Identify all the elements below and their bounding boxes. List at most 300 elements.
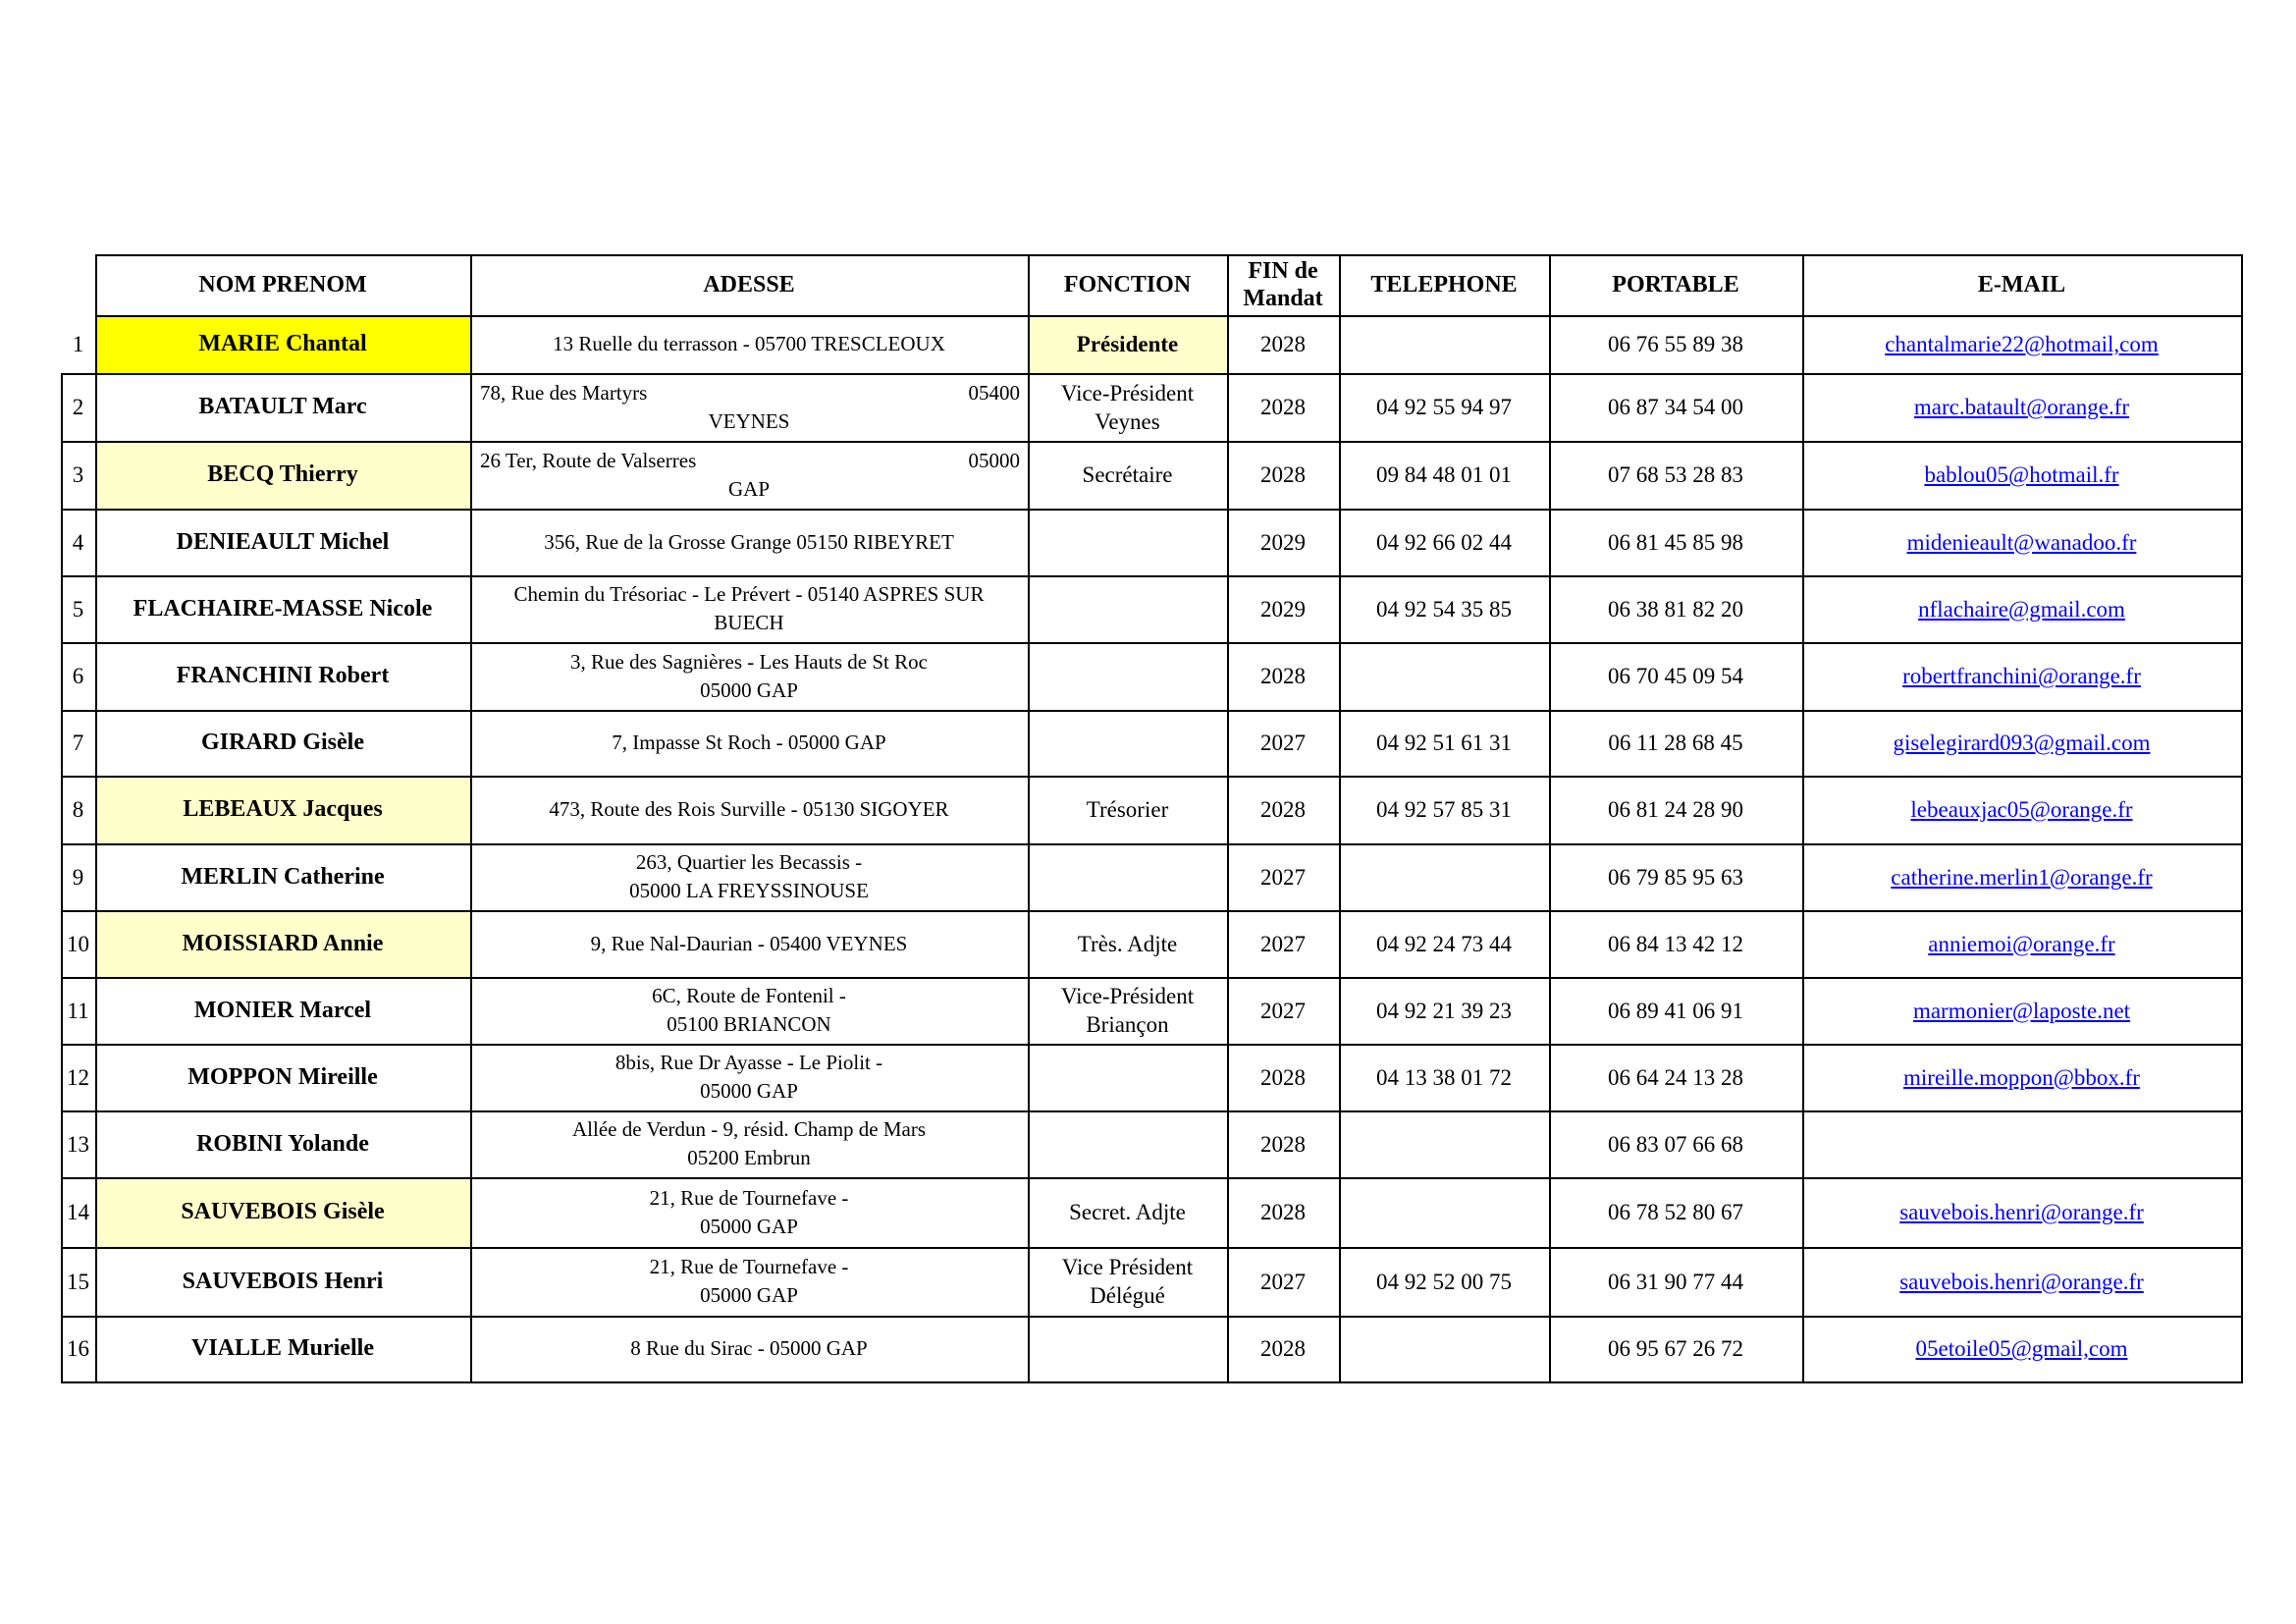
address-line-1-text: 9, Rue Nal-Daurian - 05400 VEYNES: [590, 931, 908, 955]
function-line-1: [1087, 795, 1168, 824]
member-function: [1028, 1316, 1227, 1381]
telephone-text: 04 92 54 35 85: [1376, 596, 1512, 622]
telephone-text: 04 92 66 02 44: [1376, 529, 1512, 555]
address-lines: [630, 1334, 867, 1363]
member-name: [95, 1177, 470, 1247]
address-line-2-text: 05000 LA FREYSSINOUSE: [629, 879, 869, 902]
member-function: [1028, 441, 1227, 509]
address-line-2-text: 05000 GAP: [700, 1214, 798, 1238]
email: [1802, 910, 2241, 977]
header-label: E-MAIL: [1977, 272, 2066, 298]
row-border: [61, 1177, 2243, 1179]
mobile: [1549, 1044, 1802, 1110]
address-street: 26 Ter, Route de Valserres: [480, 448, 697, 472]
function-line-1: [1077, 330, 1178, 358]
header-name: [95, 254, 470, 315]
function-lines: [1069, 1198, 1186, 1226]
member-name: [95, 776, 470, 843]
member-name: [95, 509, 470, 575]
end-of-term: [1227, 910, 1339, 977]
address-lines: [549, 795, 948, 824]
function-lines: [1061, 379, 1194, 436]
row-number: [61, 575, 95, 642]
row-number: [61, 977, 95, 1044]
member-function: [1028, 1177, 1227, 1247]
email-link[interactable]: sauvebois.henri@orange.fr: [1899, 1269, 2144, 1294]
member-address: [470, 373, 1028, 441]
address-line-1-text: 3, Rue des Sagnières - Les Hauts de St Roc: [570, 649, 928, 674]
header-function: [1028, 254, 1227, 315]
email-link[interactable]: chantalmarie22@hotmail,com: [1885, 332, 2159, 356]
function-lines: [1078, 930, 1177, 958]
mobile-text: 06 76 55 89 38: [1608, 332, 1743, 356]
column-border: [95, 254, 97, 1383]
row-number-text: 8: [72, 797, 84, 822]
address-line-1: [549, 795, 948, 824]
address-line-2: [629, 877, 869, 905]
function-line-1-text: Présidente: [1076, 332, 1179, 356]
function-line-2-text: Briançon: [1086, 1012, 1169, 1037]
row-border: [61, 373, 2243, 375]
row-border: [61, 642, 2243, 644]
function-line-2-text: Délégué: [1090, 1283, 1165, 1308]
row-number-text: 2: [72, 395, 84, 419]
member-function: [1028, 776, 1227, 843]
email: [1802, 575, 2241, 642]
row-number: [61, 1044, 95, 1110]
function-line-1-text: Trésorier: [1086, 797, 1169, 822]
member-name-text: FLACHAIRE-MASSE Nicole: [133, 595, 433, 622]
telephone: [1339, 575, 1549, 642]
email-link[interactable]: bablou05@hotmail.fr: [1924, 462, 2119, 487]
row-number: [61, 1177, 95, 1247]
member-function: [1028, 575, 1227, 642]
address-line-2-text: 05200 Embrun: [687, 1146, 811, 1169]
end-of-term-text: 2028: [1260, 395, 1306, 419]
member-function: [1028, 373, 1227, 441]
member-address: [470, 1247, 1028, 1316]
row-number: [61, 315, 95, 373]
member-name-text: LEBEAUX Jacques: [183, 796, 383, 822]
header-label: PORTABLE: [1612, 272, 1739, 298]
mobile: [1549, 843, 1802, 910]
email: [1802, 509, 2241, 575]
address-line-1-text: 473, Route des Rois Surville - 05130 SIGOYER: [549, 797, 949, 821]
address-street: 78, Rue des Martyrs: [480, 380, 648, 405]
telephone: [1339, 373, 1549, 441]
address-line-1: [474, 379, 1024, 407]
header-label: NOM PRENOM: [198, 272, 367, 298]
end-of-term: [1227, 441, 1339, 509]
row-number: [61, 373, 95, 441]
function-line-2: [1062, 1281, 1193, 1310]
email-link[interactable]: catherine.merlin1@orange.fr: [1891, 864, 2153, 890]
member-name: [95, 1316, 470, 1381]
address-line-1-text: 8 Rue du Sirac - 05000 GAP: [630, 1336, 868, 1360]
email-link[interactable]: sauvebois.henri@orange.fr: [1899, 1200, 2144, 1224]
mobile-text: 06 84 13 42 12: [1608, 931, 1743, 956]
end-of-term: [1227, 843, 1339, 910]
address-lines: [612, 729, 885, 757]
function-line-2: [1061, 407, 1194, 436]
mobile-text: 06 81 45 85 98: [1608, 529, 1743, 555]
member-name: [95, 910, 470, 977]
end-of-term-text: 2028: [1260, 332, 1306, 356]
row-border: [61, 910, 2243, 912]
address-line-1: [553, 330, 945, 358]
header-label: FONCTION: [1063, 272, 1192, 298]
row-number: [61, 441, 95, 509]
function-lines: [1077, 330, 1178, 358]
email-link[interactable]: midenieault@wanadoo.fr: [1906, 529, 2137, 555]
address-lines: [650, 1184, 849, 1241]
address-line-1: [570, 648, 928, 677]
address-line-2-text: 05000 GAP: [700, 1079, 798, 1103]
column-border: [1227, 254, 1229, 1383]
row-border: [61, 1110, 2243, 1112]
mobile: [1549, 642, 1802, 710]
mobile: [1549, 1247, 1802, 1316]
member-name-text: ROBINI Yolande: [196, 1130, 369, 1157]
end-of-term-text: 2029: [1260, 529, 1306, 555]
row-number-text: 5: [72, 596, 84, 622]
end-of-term-text: 2027: [1260, 998, 1306, 1023]
address-line-1: [630, 1334, 867, 1363]
mobile-text: 06 31 90 77 44: [1608, 1269, 1743, 1294]
member-name: [95, 315, 470, 373]
email-link[interactable]: robertfranchini@orange.fr: [1902, 664, 2141, 688]
email-link[interactable]: nflachaire@gmail.com: [1918, 596, 2125, 622]
email: [1802, 1177, 2241, 1247]
function-lines: [1087, 795, 1168, 824]
member-name-text: FRANCHINI Robert: [176, 663, 390, 688]
row-number: [61, 1247, 95, 1316]
member-address: [470, 1177, 1028, 1247]
mobile-text: 06 70 45 09 54: [1608, 664, 1743, 688]
function-line-1: [1069, 1198, 1186, 1226]
telephone: [1339, 977, 1549, 1044]
member-name-text: SAUVEBOIS Henri: [182, 1268, 384, 1294]
address-line-2: [650, 1213, 849, 1241]
row-number-text: 12: [67, 1064, 89, 1090]
address-line-2-text: 05000 GAP: [700, 677, 798, 702]
function-line-1: [1078, 930, 1177, 958]
end-of-term-text: 2028: [1260, 1336, 1306, 1361]
address-lines: [572, 1115, 926, 1172]
column-border: [61, 373, 63, 1383]
member-function: [1028, 910, 1227, 977]
header-end-of-term: [1227, 254, 1339, 315]
member-address: [470, 710, 1028, 776]
member-address: [470, 910, 1028, 977]
mobile: [1549, 575, 1802, 642]
end-of-term: [1227, 1044, 1339, 1110]
row-border: [61, 509, 2243, 511]
email-link[interactable]: marmonier@laposte.net: [1912, 998, 2131, 1023]
address-line-2-text: BUECH: [714, 611, 784, 634]
row-number: [61, 1316, 95, 1381]
mobile-text: 07 68 53 28 83: [1608, 462, 1743, 487]
member-address: [470, 509, 1028, 575]
member-address: [470, 441, 1028, 509]
function-line-1-text: Secret. Adjte: [1069, 1200, 1186, 1224]
email: [1802, 315, 2241, 373]
email: [1802, 977, 2241, 1044]
member-name-text: GIRARD Gisèle: [201, 730, 364, 755]
telephone-text: 04 92 52 00 75: [1376, 1269, 1512, 1294]
member-name: [95, 843, 470, 910]
member-name-text: VIALLE Murielle: [191, 1335, 374, 1361]
row-border: [61, 1381, 2243, 1383]
telephone-text: 04 92 57 85 31: [1376, 797, 1512, 822]
end-of-term: [1227, 1177, 1339, 1247]
function-line-1: [1061, 982, 1194, 1010]
column-border: [1549, 254, 1551, 1383]
member-name-text: BATAULT Marc: [198, 394, 367, 419]
row-number-text: 9: [72, 864, 84, 890]
address-lines: [615, 1049, 882, 1106]
member-function: [1028, 509, 1227, 575]
row-border: [61, 1044, 2243, 1046]
address-line-1-text: 6C, Route de Fontenil -: [652, 984, 846, 1007]
telephone: [1339, 1044, 1549, 1110]
telephone-text: 04 13 38 01 72: [1376, 1064, 1512, 1090]
end-of-term: [1227, 710, 1339, 776]
member-name-text: MERLIN Catherine: [181, 863, 385, 890]
row-border: [61, 1247, 2243, 1249]
address-line-1-text: 21, Rue de Tournefave -: [649, 1255, 849, 1278]
row-number: [61, 642, 95, 710]
email: [1802, 843, 2241, 910]
address-line-1-text: 8bis, Rue Dr Ayasse - Le Piolit -: [614, 1051, 883, 1074]
end-of-term: [1227, 373, 1339, 441]
row-number-text: 6: [72, 664, 84, 688]
telephone: [1339, 509, 1549, 575]
member-name: [95, 710, 470, 776]
function-line-2-text: Veynes: [1095, 408, 1160, 434]
row-number-text: 14: [67, 1200, 89, 1224]
mobile: [1549, 509, 1802, 575]
email-link[interactable]: lebeauxjac05@orange.fr: [1910, 797, 2133, 822]
member-function: [1028, 1110, 1227, 1177]
address-lines: [570, 648, 928, 705]
row-number: [61, 910, 95, 977]
address-line-2-text: 05000 GAP: [700, 1283, 798, 1307]
member-name: [95, 1110, 470, 1177]
member-address: [470, 575, 1028, 642]
address-line-1: [612, 729, 885, 757]
mobile: [1549, 441, 1802, 509]
row-number-text: 13: [67, 1131, 89, 1157]
telephone-text: 04 92 24 73 44: [1376, 931, 1512, 956]
mobile: [1549, 776, 1802, 843]
end-of-term-text: 2028: [1260, 1200, 1306, 1224]
member-address: [470, 642, 1028, 710]
telephone: [1339, 1110, 1549, 1177]
member-address: [470, 1044, 1028, 1110]
member-address: [470, 1316, 1028, 1381]
address-lines: [514, 580, 985, 637]
row-border: [61, 441, 2243, 443]
address-lines: [591, 930, 908, 958]
email-link[interactable]: mireille.moppon@bbox.fr: [1903, 1064, 2140, 1090]
end-of-term-text: 2029: [1260, 596, 1306, 622]
address-postcode: 05000: [968, 448, 1020, 472]
end-of-term: [1227, 776, 1339, 843]
member-name-text: SAUVEBOIS Gisèle: [181, 1199, 385, 1224]
function-line-1-text: Vice-Président: [1060, 380, 1195, 406]
telephone-text: 04 92 21 39 23: [1376, 998, 1512, 1023]
telephone-text: 04 92 55 94 97: [1376, 395, 1512, 419]
row-number: [61, 843, 95, 910]
mobile: [1549, 1110, 1802, 1177]
end-of-term: [1227, 315, 1339, 373]
end-of-term-text: 2028: [1260, 664, 1306, 688]
mobile-text: 06 95 67 26 72: [1608, 1336, 1743, 1361]
mobile-text: 06 11 28 68 45: [1608, 731, 1743, 755]
telephone: [1339, 642, 1549, 710]
member-name-text: BECQ Thierry: [207, 461, 358, 487]
row-number: [61, 776, 95, 843]
address-line-1-text: Allée de Verdun - 9, résid. Champ de Mars: [571, 1117, 927, 1141]
row-border: [95, 315, 2243, 317]
row-border: [61, 776, 2243, 778]
email-link[interactable]: marc.batault@orange.fr: [1913, 395, 2130, 419]
member-name: [95, 1247, 470, 1316]
function-line-1-text: Très. Adjte: [1077, 931, 1178, 956]
address-line-1-text: 7, Impasse St Roch - 05000 GAP: [612, 731, 886, 754]
email-link[interactable]: 05etoile05@gmail,com: [1915, 1336, 2128, 1361]
address-line-1: [629, 848, 869, 877]
row-number: [61, 710, 95, 776]
mobile-text: 06 89 41 06 91: [1608, 998, 1743, 1023]
address-line-1: [572, 1115, 926, 1144]
member-address: [470, 776, 1028, 843]
member-function: [1028, 710, 1227, 776]
mobile-text: 06 64 24 13 28: [1608, 1064, 1743, 1090]
end-of-term-text: 2028: [1260, 462, 1306, 487]
end-of-term-text: 2027: [1260, 1269, 1306, 1294]
row-number: [61, 1110, 95, 1177]
end-of-term: [1227, 575, 1339, 642]
email-link[interactable]: giselegirard093@gmail.com: [1893, 731, 2151, 755]
member-function: [1028, 315, 1227, 373]
header-top-border: [95, 254, 2243, 256]
member-name-text: MONIER Marcel: [193, 997, 372, 1023]
mobile-text: 06 38 81 82 20: [1608, 596, 1743, 622]
end-of-term: [1227, 642, 1339, 710]
row-number-text: 11: [67, 998, 89, 1023]
member-address: [470, 843, 1028, 910]
row-border: [61, 843, 2243, 845]
address-line-1: [544, 528, 954, 557]
mobile: [1549, 910, 1802, 977]
row-number-text: 7: [72, 731, 84, 755]
telephone: [1339, 441, 1549, 509]
address-lines: [650, 1253, 849, 1310]
row-number-text: 4: [72, 529, 84, 555]
function-line-1: [1083, 460, 1173, 489]
address-lines: [629, 848, 869, 905]
header-label: ADESSE: [703, 272, 795, 298]
address-line-1: [650, 1184, 849, 1213]
row-border: [61, 710, 2243, 712]
mobile-text: 06 78 52 80 67: [1608, 1200, 1743, 1224]
member-name: [95, 642, 470, 710]
address-line-2: [570, 677, 928, 705]
header-email: [1802, 254, 2241, 315]
mobile-text: 06 83 07 66 68: [1608, 1131, 1743, 1157]
row-border: [61, 1316, 2243, 1318]
column-border: [2241, 254, 2243, 1383]
address-line-1-text: 13 Ruelle du terrasson - 05700 TRESCLEOUX: [553, 332, 945, 355]
mobile-text: 06 87 34 54 00: [1608, 395, 1743, 419]
function-line-2: [1061, 1010, 1194, 1039]
address-line-2: [652, 1010, 846, 1039]
email: [1802, 642, 2241, 710]
mobile: [1549, 1316, 1802, 1381]
row-number-text: 3: [72, 462, 84, 487]
member-name: [95, 441, 470, 509]
column-border: [1028, 254, 1030, 1383]
email-link[interactable]: anniemoi@orange.fr: [1928, 931, 2115, 956]
function-line-1: [1062, 1253, 1193, 1281]
member-name: [95, 1044, 470, 1110]
telephone: [1339, 776, 1549, 843]
function-line-1: [1061, 379, 1194, 407]
address-line-1: [652, 982, 846, 1010]
mobile: [1549, 1177, 1802, 1247]
address-line-1: [514, 580, 985, 609]
address-line-2: [615, 1077, 882, 1106]
email: [1802, 373, 2241, 441]
email: [1802, 776, 2241, 843]
email: [1802, 1044, 2241, 1110]
member-name-text: DENIEAULT Michel: [176, 528, 390, 555]
address-line-1: [650, 1253, 849, 1281]
function-lines: [1061, 982, 1194, 1039]
function-line-1-text: Secrétaire: [1082, 462, 1173, 487]
telephone: [1339, 315, 1549, 373]
address-line-1-text: Chemin du Trésoriac - Le Prévert - 05140 ASPRES SUR: [513, 582, 985, 606]
address-line-1-text: 21, Rue de Tournefave -: [649, 1185, 849, 1210]
column-border: [1802, 254, 1804, 1383]
member-address: [470, 977, 1028, 1044]
address-line-2: [474, 475, 1024, 504]
end-of-term: [1227, 509, 1339, 575]
row-number-text: 1: [72, 332, 84, 356]
header-address: [470, 254, 1028, 315]
address-lines: [544, 528, 954, 557]
address-city: VEYNES: [708, 408, 790, 433]
member-function: [1028, 642, 1227, 710]
end-of-term: [1227, 1110, 1339, 1177]
address-line-2: [514, 609, 985, 637]
member-function: [1028, 977, 1227, 1044]
address-line-2: [572, 1144, 926, 1172]
address-line-2: [474, 407, 1024, 436]
telephone: [1339, 1247, 1549, 1316]
end-of-term: [1227, 1316, 1339, 1381]
email: [1802, 1316, 2241, 1381]
address-lines: [652, 982, 846, 1039]
email: [1802, 710, 2241, 776]
address-postcode: 05400: [968, 380, 1020, 405]
function-lines: [1062, 1253, 1193, 1310]
telephone-text: 04 92 51 61 31: [1376, 731, 1512, 755]
end-of-term-text: 2027: [1260, 864, 1306, 890]
row-border: [61, 575, 2243, 577]
